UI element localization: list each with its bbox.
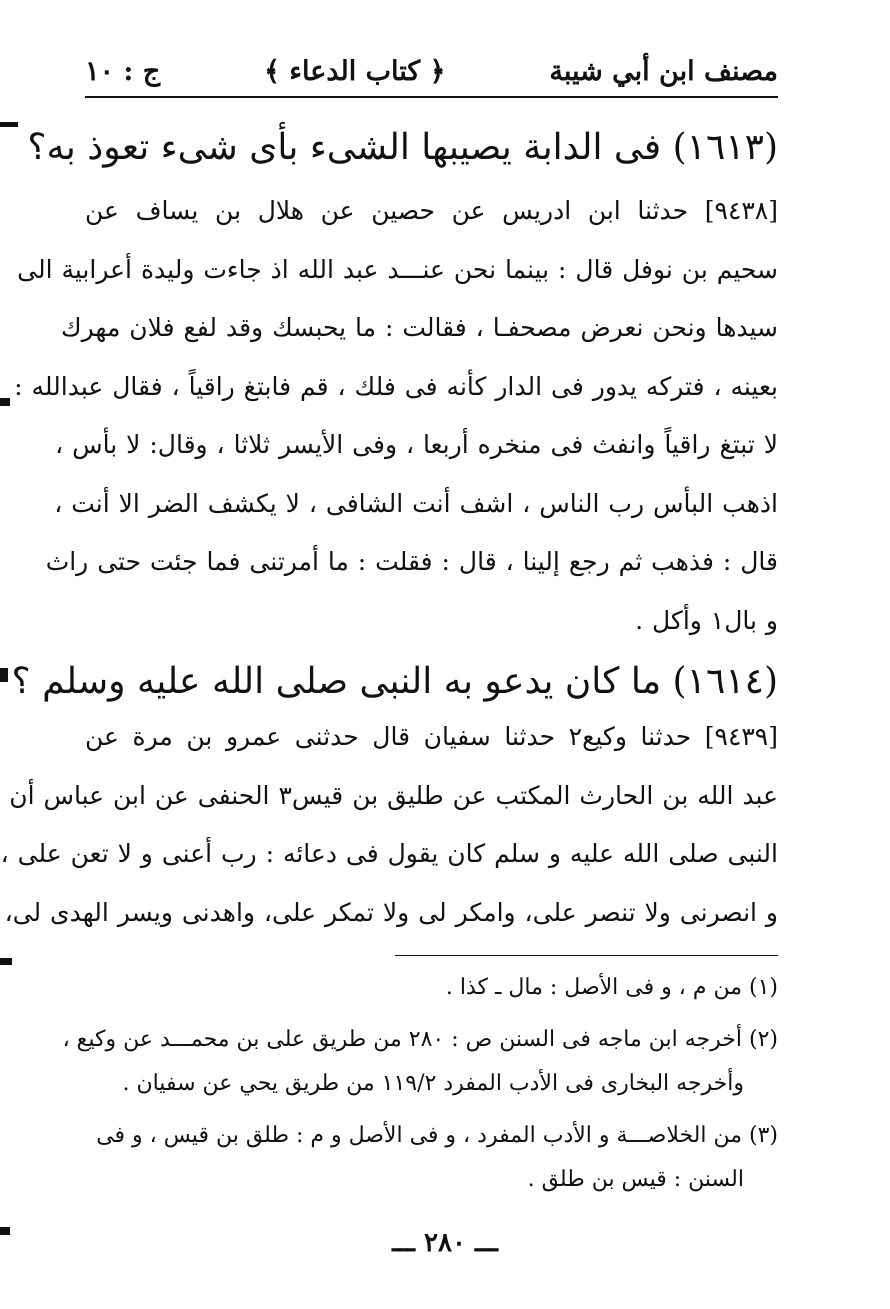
page-number: ـــ ٢٨٠ ـــ	[392, 1228, 498, 1258]
text-line: قال : فذهب ثم رجع إلينا ، قال : فقلت : ما أمرتنى فما جئت حتى راث	[45, 547, 778, 576]
text-line: سيدها ونحن نعرض مصحفـا ، فقالت : ما يحبسك وقد لفع فلان مهرك	[61, 313, 778, 342]
text-line: [٩٤٣٨] حدثنا ابن ادريس عن حصين عن هلال بن يساف عن	[85, 196, 778, 225]
volume-number: ج : ١٠	[85, 55, 161, 87]
text-line: لا تبتغ راقياً وانفث فى منخره أربعا ، وفى الأيسر ثلاثا ، وقال: لا بأس ،	[55, 430, 778, 459]
hadith-9439	[0, 708, 778, 942]
text-line: [٩٤٣٩] حدثنا وكيع٢ حدثنا سفيان قال حدثنى عمرو بن مرة عن	[85, 722, 778, 751]
text-line: عبد الله بن الحارث المكتب عن طليق بن قيس٣ الحنفى عن ابن عباس أن	[9, 780, 778, 810]
text-line: النبى صلى الله عليه و سلم كان يقول فى دعائه : رب أعنى و لا تعن على ،	[0, 839, 778, 868]
footnote-text: (١) من م ، و فى الأصل : مال ـ كذا .	[445, 975, 778, 1000]
footnote-1	[85, 966, 778, 1010]
scan-margin-mark	[0, 668, 8, 682]
text-line: و انصرنى ولا تنصر على، وامكر لى ولا تمكر على، واهدنى ويسر الهدى لى،	[4, 897, 778, 927]
footnote-continuation: وأخرجه البخارى فى الأدب المفرد ١١٩/٢ من طريق يحي عن سفيان .	[122, 1071, 744, 1096]
footnote-text: (٣) من الخلاصـــة و الأدب المفرد ، و فى الأصل و م : طلق بن قيس ، و فى	[96, 1123, 778, 1148]
hadith-9438	[14, 182, 778, 650]
text-line: و بال١ وأكل .	[635, 605, 778, 635]
page-header	[85, 48, 778, 94]
header-divider	[85, 96, 778, 98]
footnote-continuation: السنن : قيس بن طلق .	[527, 1167, 744, 1192]
footnote-2	[62, 1018, 778, 1106]
footnote-3	[85, 1114, 778, 1202]
scan-margin-mark	[0, 958, 12, 965]
scan-margin-mark	[0, 398, 10, 406]
section-title-1614: (١٦١٤) ما كان يدعو به النبى صلى الله عليه وسلم ؟	[11, 661, 778, 702]
chapter-title: ﴿ كتاب الدعاء ﴾	[264, 55, 446, 87]
footnotes-divider	[395, 955, 778, 956]
scan-margin-mark	[0, 122, 18, 127]
text-line: اذهب البأس رب الناس ، اشف أنت الشافى ، لا يكشف الضر الا أنت ،	[54, 488, 778, 518]
text-line: بعينه ، فتركه يدور فى الدار كأنه فى فلك ، قم فابتغ راقياً ، فقال عبدالله :	[14, 371, 778, 401]
footnote-text: (٢) أخرجه ابن ماجه فى السنن ص : ٢٨٠ من طريق على بن محمـــد عن وكيع ،	[62, 1027, 778, 1052]
section-title-1613: (١٦١٣) فى الدابة يصيبها الشىء بأى شىء تعوذ به؟	[27, 127, 778, 168]
scan-margin-mark	[0, 1227, 10, 1235]
text-line: سحيم بن نوفل قال : بينما نحن عنـــد عبد الله اذ جاءت وليدة أعرابية الى	[17, 254, 778, 284]
book-title: مصنف ابن أبي شيبة	[549, 55, 778, 87]
